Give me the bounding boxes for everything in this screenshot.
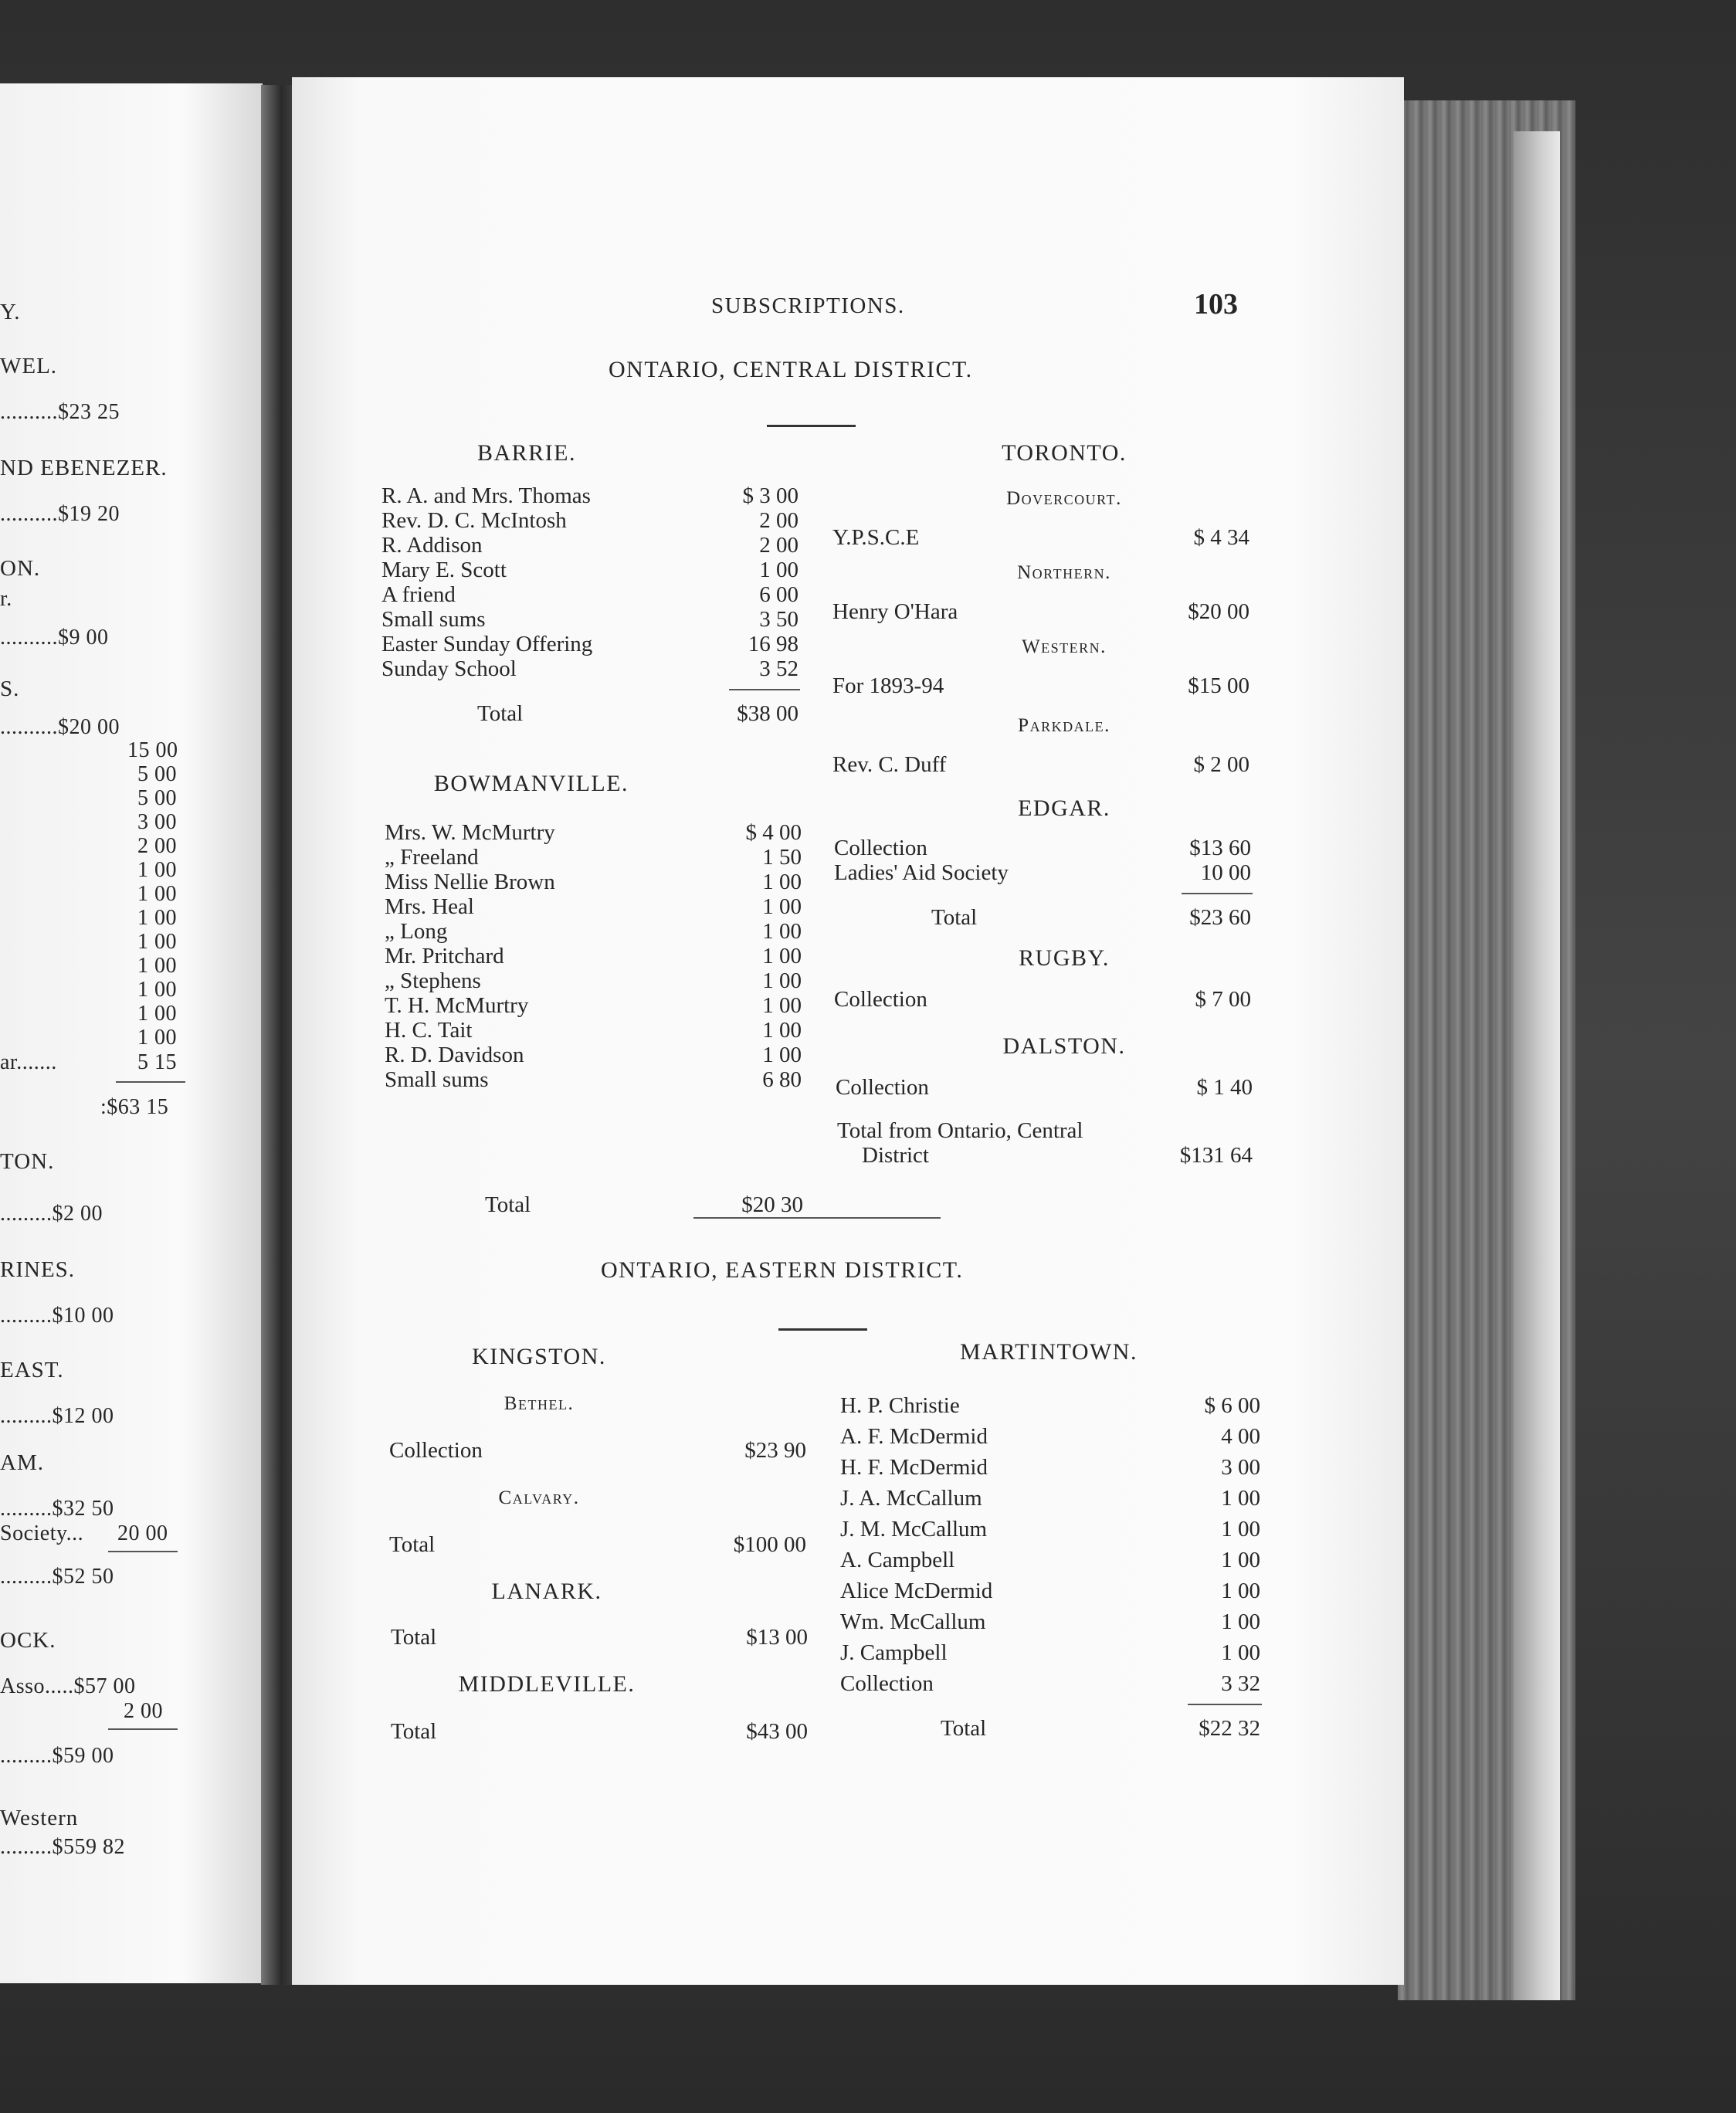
left-text: 5 15 xyxy=(137,1050,177,1074)
martintown-total: Total $22 32 xyxy=(941,1716,1260,1741)
list-item: J. M. McCallum 1 00 xyxy=(840,1517,1260,1542)
dalston-heading: DALSTON. xyxy=(1002,1033,1126,1059)
left-text: RINES. xyxy=(0,1257,76,1282)
list-item: Henry O'Hara $20 00 xyxy=(832,599,1249,624)
left-text: AM. xyxy=(0,1450,44,1475)
list-item: Mrs. W. McMurtry $ 4 00 xyxy=(385,820,802,845)
left-text: 1 00 xyxy=(137,930,177,954)
lanark-heading: LANARK. xyxy=(491,1579,602,1604)
list-item: Collection $ 7 00 xyxy=(834,987,1251,1012)
left-text: ..........$23 25 xyxy=(0,400,120,424)
left-text: .........$2 00 xyxy=(0,1202,103,1226)
edgar-total: Total $23 60 xyxy=(931,905,1251,930)
left-text: .........$559 82 xyxy=(0,1835,125,1859)
central-grand-total: District $131 64 xyxy=(862,1143,1253,1168)
eastern-district-title: ONTARIO, EASTERN DISTRICT. xyxy=(601,1257,964,1283)
page-edges-highlight xyxy=(1514,131,1560,2000)
left-text: 1 00 xyxy=(137,1026,177,1050)
left-text: 15 00 xyxy=(127,738,178,762)
list-item: Total $43 00 xyxy=(391,1719,808,1744)
bowmanville-heading: BOWMANVILLE. xyxy=(433,771,629,796)
left-text: .........$10 00 xyxy=(0,1304,114,1328)
list-item: Mary E. Scott 1 00 xyxy=(381,558,798,582)
left-text: .........$52 50 xyxy=(0,1565,114,1589)
page-number: 103 xyxy=(1194,288,1238,321)
list-item: J. Campbell 1 00 xyxy=(840,1640,1260,1665)
martintown-heading: MARTINTOWN. xyxy=(960,1339,1138,1365)
list-item: Sunday School 3 52 xyxy=(381,656,798,681)
left-text: 3 00 xyxy=(137,810,177,834)
list-item: H. P. Christie $ 6 00 xyxy=(840,1393,1260,1418)
total-rule xyxy=(108,1551,178,1552)
parkdale-subheading: Parkdale. xyxy=(1018,715,1110,736)
total-rule xyxy=(108,1728,178,1730)
left-text: Society... xyxy=(0,1521,84,1545)
list-item: For 1893-94 $15 00 xyxy=(832,673,1249,698)
left-text: WEL. xyxy=(0,354,58,378)
left-text: 5 00 xyxy=(137,762,177,786)
list-item: Total $13 00 xyxy=(391,1625,808,1650)
bethel-subheading: Bethel. xyxy=(504,1393,575,1414)
left-text: 1 00 xyxy=(137,954,177,978)
northern-subheading: Northern. xyxy=(1017,562,1111,583)
total-rule xyxy=(729,689,800,690)
total-rule xyxy=(1182,893,1253,894)
left-text: ..........$19 20 xyxy=(0,502,120,526)
middleville-heading: MIDDLEVILLE. xyxy=(458,1671,636,1697)
list-item: R. D. Davidson 1 00 xyxy=(385,1043,802,1067)
section-rule xyxy=(778,1328,867,1331)
list-item: Rev. C. Duff $ 2 00 xyxy=(832,752,1249,777)
list-item: Mr. Pritchard 1 00 xyxy=(385,944,802,968)
western-subheading: Western. xyxy=(1022,636,1107,657)
left-text: .........$59 00 xyxy=(0,1744,114,1768)
left-text: 1 00 xyxy=(137,858,177,882)
right-page xyxy=(292,77,1404,1985)
left-text: TON. xyxy=(0,1149,55,1174)
district-divider xyxy=(693,1217,941,1219)
left-text: 1 00 xyxy=(137,906,177,930)
left-text: Y. xyxy=(0,300,21,324)
bowmanville-total: Total $20 30 xyxy=(485,1192,803,1217)
left-text: .........$32 50 xyxy=(0,1497,114,1521)
left-page xyxy=(0,83,263,1983)
list-item: A. Campbell 1 00 xyxy=(840,1548,1260,1572)
list-item: Ladies' Aid Society 10 00 xyxy=(834,860,1251,885)
list-item: Total $100 00 xyxy=(389,1532,806,1557)
rugby-heading: RUGBY. xyxy=(1019,945,1110,971)
left-text: ..........$9 00 xyxy=(0,626,109,650)
left-text: S. xyxy=(0,677,20,701)
left-text: r. xyxy=(0,587,12,611)
list-item: Wm. McCallum 1 00 xyxy=(840,1609,1260,1634)
total-rule xyxy=(1188,1704,1262,1705)
barrie-total: Total $38 00 xyxy=(477,701,798,726)
left-text: ..........$20 00 xyxy=(0,715,120,739)
kingston-heading: KINGSTON. xyxy=(472,1344,606,1369)
list-item: T. H. McMurtry 1 00 xyxy=(385,993,802,1018)
dovercourt-subheading: Dovercourt. xyxy=(1006,488,1122,509)
left-text: ON. xyxy=(0,556,41,581)
running-head: SUBSCRIPTIONS. xyxy=(711,293,905,318)
left-text: ND EBENEZER. xyxy=(0,456,168,480)
barrie-heading: BARRIE. xyxy=(476,440,576,466)
list-item: Alice McDermid 1 00 xyxy=(840,1579,1260,1603)
central-grand-total-label: Total from Ontario, Central xyxy=(837,1118,1083,1143)
list-item: Collection $23 90 xyxy=(389,1438,806,1463)
list-item: Rev. D. C. McIntosh 2 00 xyxy=(381,508,798,533)
left-text: :$63 15 xyxy=(100,1095,169,1119)
left-text: .........$12 00 xyxy=(0,1404,114,1428)
left-text: OCK. xyxy=(0,1628,56,1653)
calvary-subheading: Calvary. xyxy=(498,1487,580,1508)
list-item: J. A. McCallum 1 00 xyxy=(840,1486,1260,1511)
left-text: 1 00 xyxy=(137,1002,177,1026)
left-text: 1 00 xyxy=(137,882,177,906)
list-item: Easter Sunday Offering 16 98 xyxy=(381,632,798,656)
section-rule xyxy=(767,425,856,427)
left-text: Western xyxy=(0,1806,79,1830)
list-item: Collection $13 60 xyxy=(834,836,1251,860)
list-item: Small sums 6 80 xyxy=(385,1067,802,1092)
list-item: „ Long 1 00 xyxy=(385,919,802,944)
left-text: 2 00 xyxy=(124,1699,163,1723)
left-text: ar....... xyxy=(0,1050,57,1074)
central-district-title: ONTARIO, CENTRAL DISTRICT. xyxy=(609,357,973,382)
list-item: Collection $ 1 40 xyxy=(836,1075,1253,1100)
list-item: A. F. McDermid 4 00 xyxy=(840,1424,1260,1449)
list-item: Collection 3 32 xyxy=(840,1671,1260,1696)
left-text: 20 00 xyxy=(117,1521,168,1545)
list-item: H. C. Tait 1 00 xyxy=(385,1018,802,1043)
list-item: „ Freeland 1 50 xyxy=(385,845,802,870)
list-item: Mrs. Heal 1 00 xyxy=(385,894,802,919)
list-item: Small sums 3 50 xyxy=(381,607,798,632)
list-item: H. F. McDermid 3 00 xyxy=(840,1455,1260,1480)
list-item: R. A. and Mrs. Thomas $ 3 00 xyxy=(381,483,798,508)
list-item: Miss Nellie Brown 1 00 xyxy=(385,870,802,894)
total-rule xyxy=(116,1081,185,1083)
list-item: „ Stephens 1 00 xyxy=(385,968,802,993)
list-item: R. Addison 2 00 xyxy=(381,533,798,558)
edgar-heading: EDGAR. xyxy=(1018,795,1110,821)
left-text: Asso.....$57 00 xyxy=(0,1674,136,1698)
left-text: EAST. xyxy=(0,1358,64,1382)
left-text: 1 00 xyxy=(137,978,177,1002)
toronto-heading: TORONTO. xyxy=(1002,440,1127,466)
left-text: 2 00 xyxy=(137,834,177,858)
list-item: A friend 6 00 xyxy=(381,582,798,607)
left-text: 5 00 xyxy=(137,786,177,810)
list-item: Y.P.S.C.E $ 4 34 xyxy=(832,525,1249,550)
